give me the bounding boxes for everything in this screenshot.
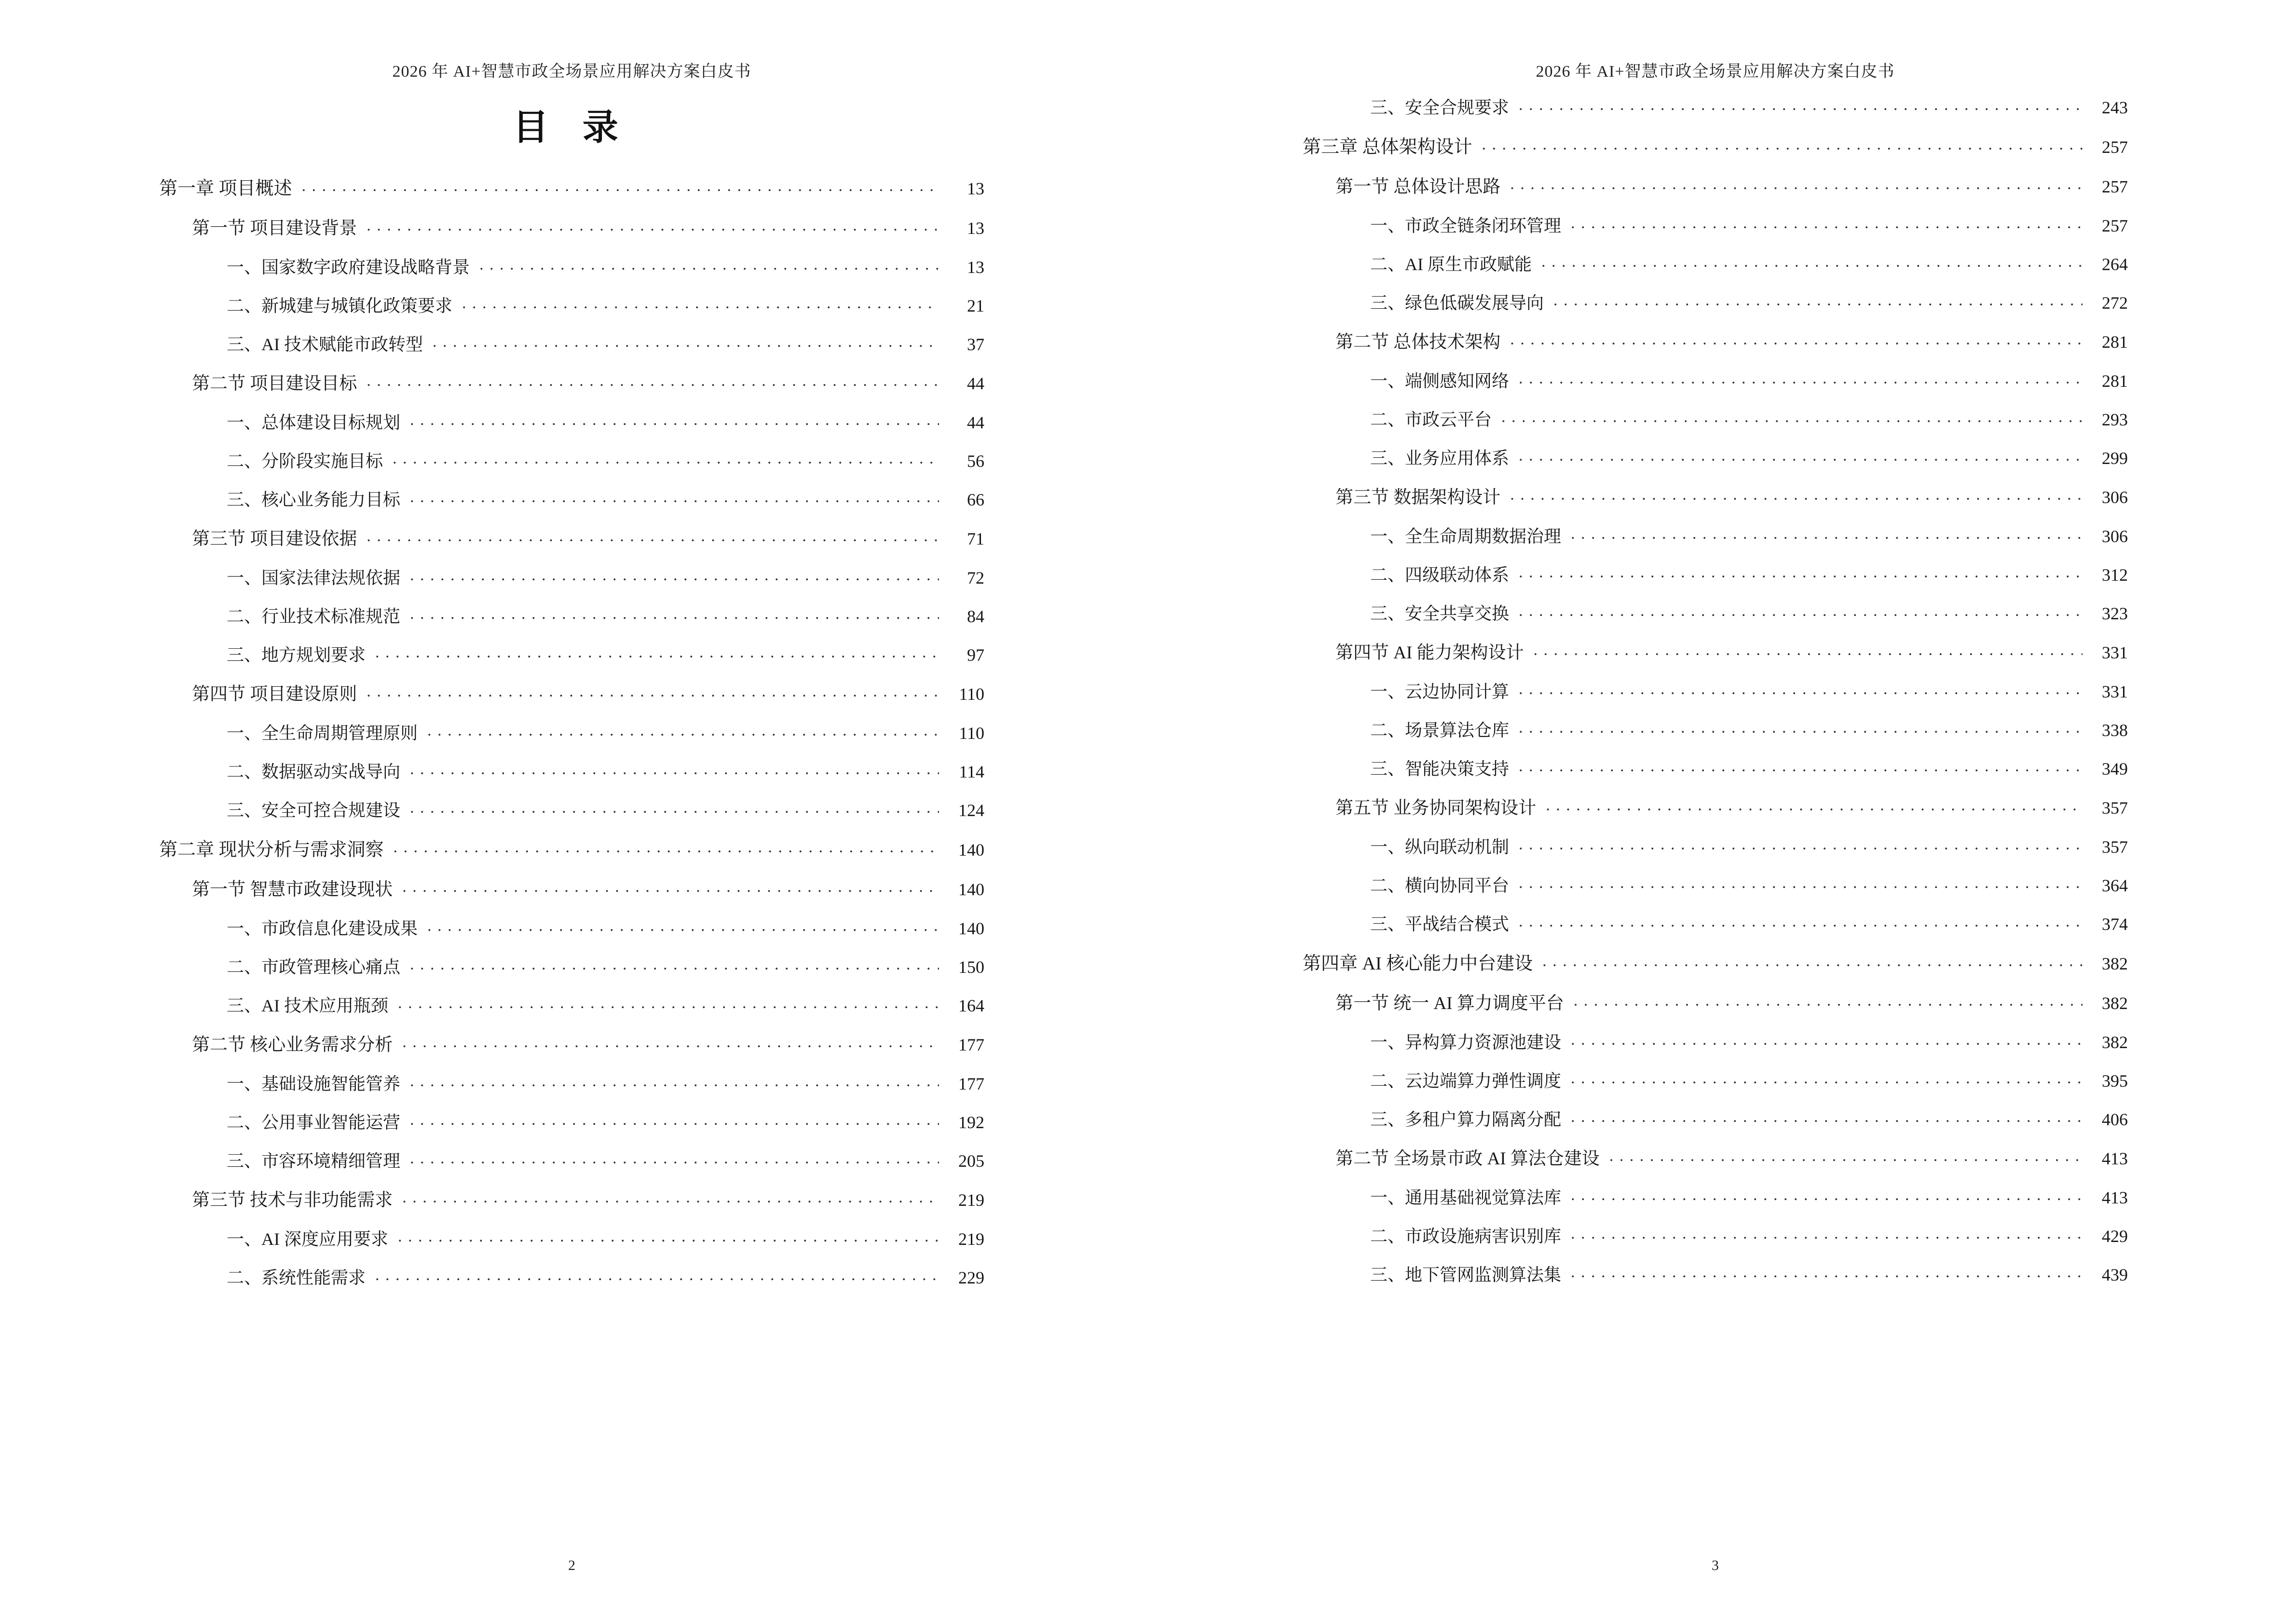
toc-leader-dots [1571,1108,2083,1125]
toc-entry[interactable] [159,450,984,470]
toc-leader-dots [410,1072,939,1090]
toc-entry-label: 一、云边协同计算 [1370,682,1510,701]
toc-entry-label: 一、全生命周期管理原则 [227,723,418,743]
toc-entry[interactable] [1303,563,2128,584]
toc-list-right [1303,96,2128,1283]
toc-entry-label: 第三节 数据架构设计 [1335,488,1501,507]
toc-entry-label: 一、国家法律法规依据 [227,568,401,587]
toc-leader-dots [402,1188,939,1206]
toc-leader-dots [1519,447,2083,464]
toc-leader-dots [1519,757,2083,775]
toc-leader-dots [410,411,939,428]
toc-entry[interactable] [1303,525,2128,545]
toc-leader-dots [1519,563,2083,581]
toc-entry-label: 第一节 项目建设背景 [192,218,357,238]
folio-right: 3 [1712,1557,1719,1573]
toc-entry-label: 一、市政信息化建设成果 [227,919,418,938]
toc-entry-page-number: 219 [958,1190,984,1210]
toc-entry-label: 三、AI 技术赋能市政转型 [227,335,423,354]
toc-entry-label: 一、AI 深度应用要求 [227,1229,388,1249]
toc-entry[interactable] [159,411,984,431]
toc-list-left [159,176,984,1286]
toc-leader-dots [410,566,939,584]
page-right [1144,0,2287,1624]
toc-entry-page-number: 110 [959,723,984,743]
toc-entry[interactable] [1303,369,2128,390]
toc-entry[interactable] [159,488,984,508]
toc-leader-dots [1519,96,2083,113]
toc-entry-page-number: 306 [2102,527,2128,546]
toc-entry-label: 第三节 技术与非功能需求 [192,1190,393,1210]
toc-leader-dots [398,994,939,1011]
toc-entry-page-number: 413 [2102,1188,2128,1207]
toc-entry[interactable] [1303,991,2128,1012]
toc-entry[interactable] [1303,135,2128,156]
page-title: 目 录 [513,108,631,148]
toc-entry-page-number: 140 [958,840,984,860]
toc-leader-dots [410,488,939,505]
toc-leader-dots [1574,991,2083,1009]
toc-leader-dots [1534,641,2083,658]
toc-leader-dots [1571,1263,2083,1281]
toc-entry-page-number: 13 [967,179,984,198]
toc-entry-page-number: 257 [2102,177,2128,196]
toc-entry-label: 一、总体建设目标规划 [227,413,401,432]
toc-entry-label: 一、全生命周期数据治理 [1370,527,1562,546]
toc-entry-page-number: 71 [967,529,984,548]
toc-entry-page-number: 293 [2102,410,2128,429]
toc-entry-page-number: 323 [2102,604,2128,623]
toc-entry-label: 三、智能决策支持 [1370,759,1510,778]
toc-entry-label: 二、云边端算力弹性调度 [1370,1071,1562,1091]
toc-entry-page-number: 374 [2102,914,2128,934]
toc-leader-dots [1541,253,2083,270]
toc-entry[interactable] [159,216,984,237]
toc-entry[interactable] [1303,408,2128,428]
toc-entry-label: 一、异构算力资源池建设 [1370,1033,1562,1052]
toc-entry[interactable] [159,176,984,198]
toc-entry-label: 三、地下管网监测算法集 [1370,1265,1562,1284]
toc-entry[interactable] [1303,874,2128,894]
toc-entry-label: 第二节 核心业务需求分析 [192,1035,393,1055]
toc-leader-dots [1501,408,2083,425]
toc-entry-page-number: 66 [967,490,984,509]
toc-leader-dots [410,799,939,816]
toc-leader-dots [394,837,939,856]
toc-entry[interactable] [1303,757,2128,778]
toc-entry[interactable] [1303,447,2128,467]
toc-entry-label: 第三节 项目建设依据 [192,529,357,549]
toc-entry[interactable] [159,1033,984,1054]
toc-leader-dots [1519,680,2083,697]
toc-entry-label: 二、市政设施病害识别库 [1370,1227,1562,1246]
toc-entry-label: 三、安全共享交换 [1370,604,1510,623]
toc-entry[interactable] [159,682,984,703]
toc-leader-dots [1571,1186,2083,1203]
toc-entry[interactable] [1303,641,2128,662]
toc-leader-dots [1482,135,2083,153]
toc-entry-label: 二、市政云平台 [1370,410,1492,429]
toc-entry[interactable] [1303,1031,2128,1051]
toc-entry-label: 一、国家数字政府建设战略背景 [227,258,470,277]
toc-entry-page-number: 110 [959,684,984,704]
toc-entry-page-number: 382 [2102,994,2128,1013]
toc-leader-dots [367,216,939,234]
toc-entry-label: 第二节 全场景市政 AI 算法仓建设 [1335,1149,1600,1169]
toc-entry[interactable] [1303,796,2128,817]
toc-entry-label: 一、基础设施智能管养 [227,1074,401,1093]
toc-entry[interactable] [159,760,984,780]
toc-entry-label: 第四章 AI 核心能力中台建设 [1303,954,1533,974]
toc-entry-page-number: 13 [967,218,984,238]
toc-entry-page-number: 243 [2102,98,2128,117]
toc-leader-dots [1553,291,2083,309]
toc-entry[interactable] [159,256,984,276]
toc-entry-page-number: 229 [958,1268,984,1287]
toc-entry[interactable] [1303,951,2128,973]
toc-entry[interactable] [1303,175,2128,196]
toc-entry-page-number: 272 [2102,293,2128,313]
toc-entry-page-number: 357 [2102,798,2128,818]
toc-entry[interactable] [1303,291,2128,312]
toc-leader-dots [398,1228,939,1245]
toc-entry[interactable] [1303,1263,2128,1283]
toc-entry-page-number: 44 [967,374,984,393]
toc-entry-page-number: 140 [958,880,984,899]
toc-entry-label: 三、核心业务能力目标 [227,490,401,509]
toc-entry-label: 三、市容环境精细管理 [227,1151,401,1171]
toc-leader-dots [1542,951,2083,969]
toc-entry-label: 第四节 项目建设原则 [192,684,357,704]
toc-entry-page-number: 205 [958,1151,984,1171]
toc-leader-dots [433,333,939,350]
toc-entry-page-number: 429 [2102,1227,2128,1246]
toc-leader-dots [367,682,939,700]
toc-entry-page-number: 439 [2102,1265,2128,1284]
toc-entry[interactable] [1303,330,2128,351]
toc-leader-dots [393,450,939,467]
toc-entry-page-number: 357 [2102,837,2128,857]
toc-leader-dots [1571,1225,2083,1242]
toc-entry-page-number: 413 [2102,1149,2128,1168]
toc-leader-dots [427,722,939,739]
toc-entry-page-number: 150 [958,957,984,977]
toc-entry[interactable] [159,877,984,899]
toc-entry[interactable] [159,605,984,625]
toc-entry[interactable] [1303,680,2128,700]
toc-entry[interactable] [1303,1225,2128,1245]
toc-entry-label: 二、市政管理核心痛点 [227,957,401,977]
toc-entry-page-number: 395 [2102,1071,2128,1091]
toc-leader-dots [1571,525,2083,542]
toc-entry-label: 第一节 统一 AI 算力调度平台 [1335,994,1564,1013]
toc-entry-label: 第二节 项目建设目标 [192,374,357,394]
toc-entry[interactable] [1303,1108,2128,1128]
toc-entry-page-number: 364 [2102,876,2128,895]
toc-entry-page-number: 349 [2102,759,2128,778]
toc-entry-page-number: 281 [2102,332,2128,352]
toc-entry-label: 三、安全可控合规建设 [227,801,401,820]
toc-entry[interactable] [1303,602,2128,622]
toc-entry-page-number: 264 [2102,255,2128,274]
toc-leader-dots [1510,485,2083,503]
toc-leader-dots [410,955,939,973]
toc-entry-label: 第二节 总体技术架构 [1335,332,1501,352]
toc-leader-dots [427,917,939,934]
toc-entry-label: 二、AI 原生市政赋能 [1370,255,1532,274]
toc-leader-dots [1546,796,2083,814]
toc-leader-dots [402,877,939,895]
toc-leader-dots [410,1111,939,1128]
toc-entry[interactable] [159,294,984,314]
toc-entry-page-number: 306 [2102,488,2128,507]
toc-entry-label: 三、业务应用体系 [1370,449,1510,468]
toc-leader-dots [402,1033,939,1051]
toc-leader-dots [410,605,939,622]
toc-entry[interactable] [159,722,984,742]
toc-entry-label: 三、平战结合模式 [1370,914,1510,934]
toc-entry[interactable] [1303,719,2128,739]
running-head-right: 2026 年 AI+智慧市政全场景应用解决方案白皮书 [1536,63,1895,81]
toc-entry-label: 第四节 AI 能力架构设计 [1335,643,1524,663]
toc-leader-dots [367,371,939,389]
toc-leader-dots [1609,1146,2083,1164]
toc-entry-label: 二、公用事业智能运营 [227,1113,401,1132]
toc-entry-label: 第一节 智慧市政建设现状 [192,880,393,900]
toc-leader-dots [1519,602,2083,619]
toc-entry[interactable] [159,643,984,664]
running-head-left: 2026 年 AI+智慧市政全场景应用解决方案白皮书 [392,63,751,81]
toc-entry[interactable] [159,527,984,548]
toc-leader-dots [1510,330,2083,348]
toc-leader-dots [1519,874,2083,891]
toc-leader-dots [375,1266,939,1283]
toc-entry[interactable] [159,1111,984,1131]
toc-entry[interactable] [159,566,984,587]
toc-entry[interactable] [159,837,984,859]
toc-leader-dots [1519,913,2083,930]
toc-entry-page-number: 406 [2102,1110,2128,1129]
toc-entry[interactable] [1303,485,2128,506]
toc-entry-page-number: 192 [958,1113,984,1132]
toc-entry-label: 二、横向协同平台 [1370,876,1510,895]
toc-entry-label: 第一节 总体设计思路 [1335,177,1501,197]
toc-entry-page-number: 21 [967,296,984,315]
toc-entry-label: 二、场景算法仓库 [1370,721,1510,740]
toc-entry-page-number: 257 [2102,216,2128,235]
toc-entry[interactable] [159,955,984,976]
toc-entry-label: 二、行业技术标准规范 [227,607,401,626]
toc-entry-page-number: 140 [958,919,984,938]
toc-leader-dots [1571,214,2083,232]
toc-leader-dots [462,294,939,312]
toc-entry-label: 二、系统性能需求 [227,1268,366,1287]
toc-entry-page-number: 177 [958,1074,984,1093]
toc-entry[interactable] [1303,1186,2128,1206]
toc-leader-dots [1571,1031,2083,1048]
toc-entry-page-number: 97 [967,645,984,665]
toc-entry[interactable] [159,371,984,393]
toc-leader-dots [1519,369,2083,387]
toc-leader-dots [410,1149,939,1167]
toc-entry[interactable] [159,1149,984,1170]
toc-entry-page-number: 299 [2102,449,2128,468]
toc-entry[interactable] [1303,1146,2128,1168]
toc-entry-label: 一、通用基础视觉算法库 [1370,1188,1562,1207]
toc-entry-page-number: 281 [2102,371,2128,391]
toc-entry-page-number: 56 [967,451,984,471]
toc-entry-page-number: 37 [967,335,984,354]
toc-entry-page-number: 84 [967,607,984,626]
toc-leader-dots [375,643,939,661]
toc-leader-dots [479,256,939,273]
toc-entry[interactable] [159,917,984,937]
toc-entry-page-number: 338 [2102,721,2128,740]
toc-entry-page-number: 382 [2102,1033,2128,1052]
toc-entry-page-number: 44 [967,413,984,432]
toc-entry-label: 一、端侧感知网络 [1370,371,1510,391]
toc-leader-dots [367,527,939,545]
toc-entry[interactable] [159,1188,984,1209]
toc-entry-label: 一、市政全链条闭环管理 [1370,216,1562,235]
toc-entry-label: 第一章 项目概述 [159,178,292,199]
toc-entry-page-number: 164 [958,996,984,1015]
toc-entry[interactable] [1303,835,2128,856]
toc-entry-page-number: 331 [2102,682,2128,701]
toc-entry-label: 第三章 总体架构设计 [1303,137,1472,157]
toc-entry-page-number: 124 [958,801,984,820]
toc-entry-label: 三、安全合规要求 [1370,98,1510,117]
toc-entry-label: 三、AI 技术应用瓶颈 [227,996,388,1015]
toc-entry-page-number: 331 [2102,643,2128,662]
toc-leader-dots [1519,719,2083,736]
toc-entry-label: 三、多租户算力隔离分配 [1370,1110,1562,1129]
toc-entry[interactable] [1303,1069,2128,1090]
toc-entry[interactable] [159,994,984,1014]
toc-entry[interactable] [159,333,984,353]
toc-entry[interactable] [159,799,984,819]
folio-left: 2 [568,1557,575,1573]
toc-entry-label: 一、纵向联动机制 [1370,837,1510,857]
toc-entry-label: 第五节 业务协同架构设计 [1335,798,1537,818]
toc-leader-dots [1519,835,2083,853]
toc-entry[interactable] [1303,214,2128,234]
toc-entry[interactable] [159,1072,984,1092]
toc-entry[interactable] [159,1266,984,1286]
toc-entry-label: 二、分阶段实施目标 [227,451,383,471]
toc-entry[interactable] [1303,913,2128,933]
toc-entry-page-number: 219 [958,1229,984,1249]
toc-entry[interactable] [159,1228,984,1248]
toc-entry-page-number: 13 [967,258,984,277]
toc-entry-label: 二、数据驱动实战导向 [227,762,401,781]
toc-entry-page-number: 257 [2102,137,2128,157]
toc-entry-page-number: 312 [2102,565,2128,585]
toc-entry-page-number: 382 [2102,954,2128,973]
toc-entry-label: 三、绿色低碳发展导向 [1370,293,1544,313]
toc-leader-dots [1571,1069,2083,1087]
toc-leader-dots [410,760,939,778]
toc-entry-label: 第二章 现状分析与需求洞察 [159,840,384,860]
toc-entry-label: 三、地方规划要求 [227,645,366,665]
toc-leader-dots [302,176,939,194]
toc-leader-dots [1510,175,2083,192]
toc-entry[interactable] [1303,96,2128,116]
toc-entry-label: 二、新城建与城镇化政策要求 [227,296,453,315]
toc-entry-label: 二、四级联动体系 [1370,565,1510,585]
toc-entry[interactable] [1303,253,2128,273]
toc-entry-page-number: 114 [959,762,984,781]
toc-entry-page-number: 177 [958,1035,984,1054]
toc-entry-page-number: 72 [967,568,984,587]
